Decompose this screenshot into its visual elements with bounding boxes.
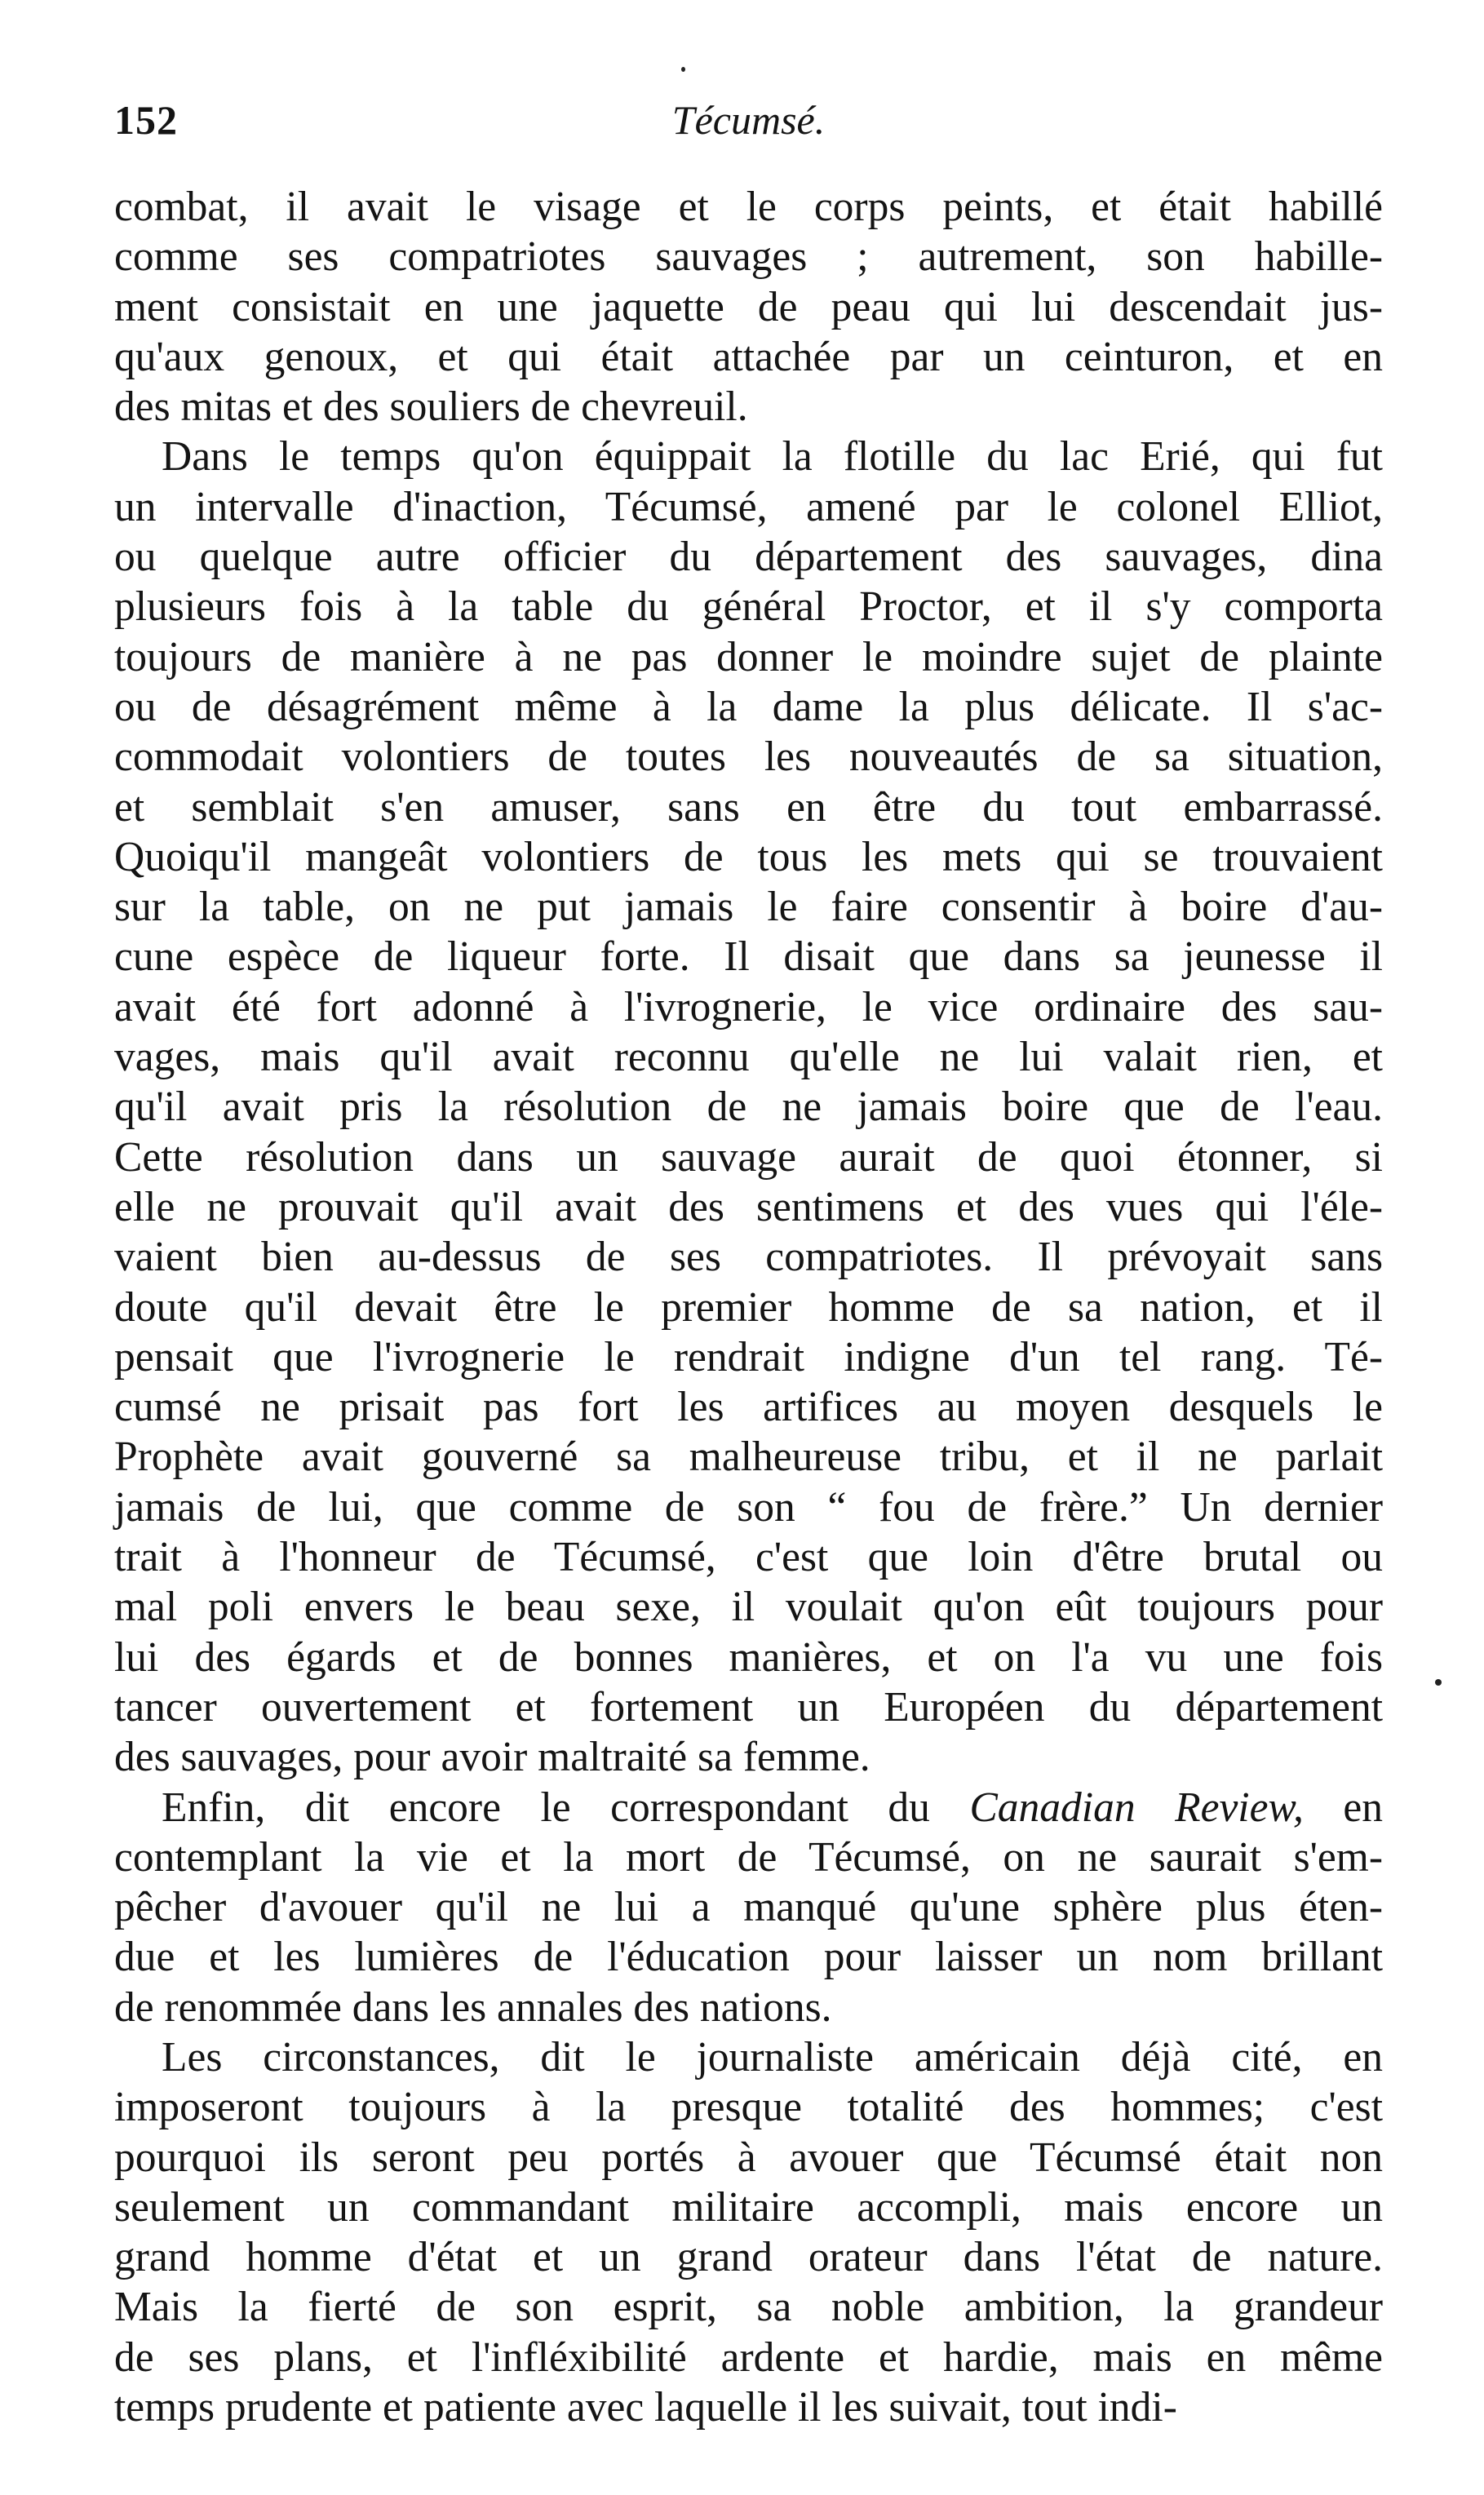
- text-line: mal poli envers le beau sexe, il voulait qu'on eût toujours pour: [114, 1584, 1383, 1631]
- text-line: Prophète avait gouverné sa malheureuse tribu, et il ne parlait: [114, 1434, 1383, 1481]
- text-line: des mitas et des souliers de chevreuil.: [114, 383, 748, 431]
- text-line: cumsé ne prisait pas fort les artifices au moyen desquels le: [114, 1384, 1383, 1431]
- text-line: sur la table, on ne put jamais le faire consentir à boire d'au-: [114, 884, 1383, 931]
- paragraph: [114, 1783, 1383, 2032]
- text-line: elle ne prouvait qu'il avait des sentimens et des vues qui l'éle-: [114, 1183, 1383, 1230]
- text-line: [114, 1783, 1383, 1832]
- text-line: [114, 1832, 1383, 1882]
- text-line: toujours de manière à ne pas donner le moindre sujet de plainte: [114, 633, 1383, 680]
- text-line: ment consistait en une jaquette de peau qui lui descendait jus-: [114, 283, 1383, 330]
- text-line: ou quelque autre officier du département des sauvages, dina: [114, 534, 1383, 581]
- paragraph: [114, 182, 1383, 432]
- text-line: [114, 1882, 1383, 1932]
- text-line: lui des égards et de bonnes manières, et on l'a vu une fois: [114, 1633, 1383, 1681]
- text-line: Cette résolution dans un sauvage aurait de quoi étonner, si: [114, 1133, 1383, 1181]
- text-line: vages, mais qu'il avait reconnu qu'elle ne lui valait rien, et: [114, 1034, 1383, 1081]
- text-line: grand homme d'état et un grand orateur dans l'état de nature.: [114, 2234, 1383, 2281]
- text-line: pensait que l'ivrognerie le rendrait indigne d'un tel rang. Té-: [114, 1333, 1383, 1380]
- text-line: [114, 1932, 1383, 1982]
- page-number: 152: [114, 97, 178, 143]
- text-run: en: [1303, 1784, 1384, 1831]
- text-run: contemplant la vie et la mort de Técumsé, on ne saurait s'em-: [114, 1833, 1383, 1881]
- text-line: Mais la fierté de son esprit, sa noble ambition, la grandeur: [114, 2284, 1383, 2331]
- body-text: [114, 182, 1383, 2432]
- text-line: combat, il avait le visage et le corps peints, et était habillé: [114, 184, 1383, 230]
- text-line: cune espèce de liqueur forte. Il disait que dans sa jeunesse il: [114, 933, 1383, 981]
- text-line: un intervalle d'inaction, Técumsé, amené par le colonel Elliot,: [114, 483, 1383, 530]
- page-header: [114, 96, 1383, 153]
- text-line: Les circonstances, dit le journaliste américain déjà cité, en: [162, 2033, 1383, 2081]
- text-run: due et les lumières de l'éducation pour laisser un nom brillant: [114, 1934, 1383, 1981]
- text-line: jamais de lui, que comme de son “ fou de frère.” Un dernier: [114, 1483, 1383, 1531]
- text-line: trait à l'honneur de Técumsé, c'est que loin d'être brutal ou: [114, 1534, 1383, 1581]
- scan-speck: [1435, 1679, 1442, 1686]
- text-line: pourquoi ils seront peu portés à avouer que Técumsé était non: [114, 2134, 1383, 2181]
- text-line: doute qu'il devait être le premier homme de sa nation, et il: [114, 1283, 1383, 1331]
- text-line: ou de désagrément même à la dame la plus délicate. Il s'ac-: [114, 683, 1383, 730]
- text-line: qu'aux genoux, et qui était attachée par un ceinturon, et en: [114, 333, 1383, 380]
- running-title: Técumsé.: [671, 97, 826, 143]
- text-line: avait été fort adonné à l'ivrognerie, le vice ordinaire des sau-: [114, 983, 1383, 1030]
- text-line: Dans le temps qu'on équippait la flotille du lac Erié, qui fut: [162, 433, 1383, 481]
- text-line: Quoiqu'il mangeât volontiers de tous les mets qui se trouvaient: [114, 833, 1383, 880]
- italic-title: Canadian Review,: [969, 1784, 1304, 1831]
- text-line: qu'il avait pris la résolution de ne jamais boire que de l'eau.: [114, 1084, 1383, 1131]
- text-line: seulement un commandant militaire accompli, mais encore un: [114, 2183, 1383, 2231]
- text-line: plusieurs fois à la table du général Proctor, et il s'y comporta: [114, 583, 1383, 631]
- paragraph: [114, 432, 1383, 1782]
- text-line: de ses plans, et l'infléxibilité ardente et hardie, mais en même: [114, 2333, 1383, 2381]
- text-line: des sauvages, pour avoir maltraité sa femme.: [114, 1734, 870, 1781]
- text-line: commodait volontiers de toutes les nouveautés de sa situation,: [114, 733, 1383, 781]
- text-line: imposeront toujours à la presque totalité des hommes; c'est: [114, 2084, 1383, 2131]
- text-run: Enfin, dit encore le correspondant du: [162, 1784, 970, 1831]
- text-line: comme ses compatriotes sauvages ; autrement, son habille-: [114, 233, 1383, 281]
- text-line: tancer ouvertement et fortement un Européen du département: [114, 1683, 1383, 1731]
- text-run: de renommée dans les annales des nations.: [114, 1983, 832, 2031]
- paragraph: [114, 2032, 1383, 2432]
- text-line: temps prudente et patiente avec laquelle il les suivait, tout indi-: [114, 2384, 1177, 2431]
- scan-speck: [681, 67, 685, 72]
- text-line: et semblait s'en amuser, sans en être du tout embarrassé.: [114, 783, 1383, 831]
- text-line: [114, 1983, 1383, 2032]
- text-line: vaient bien au-dessus de ses compatriotes. Il prévoyait sans: [114, 1234, 1383, 1281]
- text-run: pêcher d'avouer qu'il ne lui a manqué qu'une sphère plus éten-: [114, 1884, 1383, 1931]
